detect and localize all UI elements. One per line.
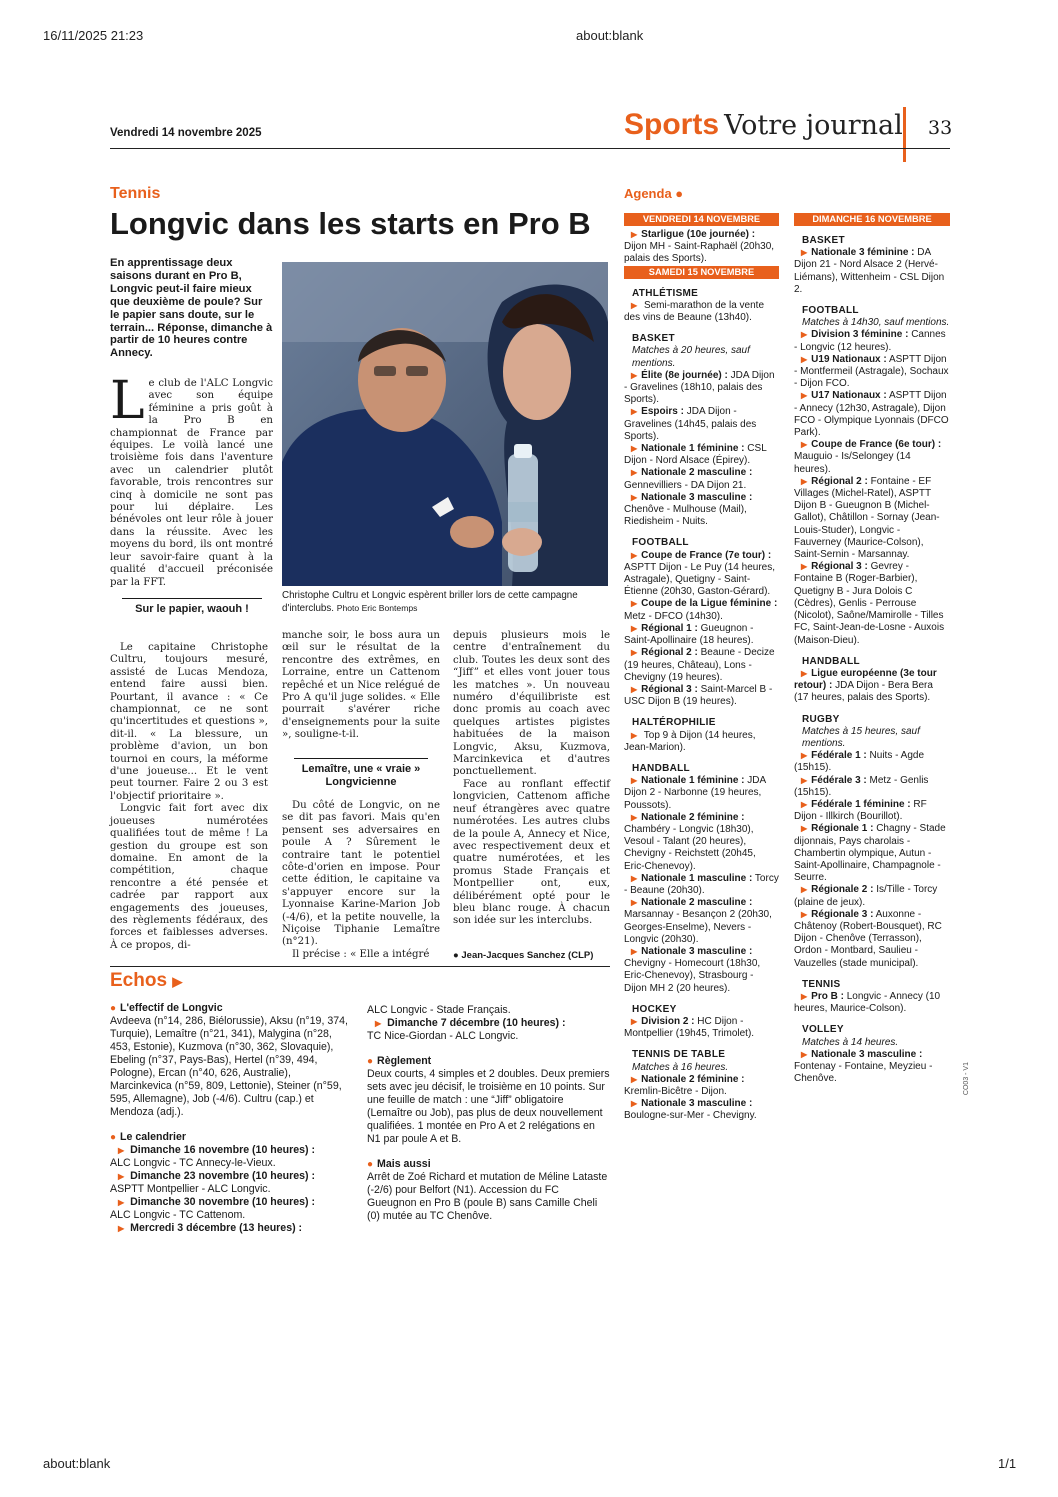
agenda-item (624, 406, 779, 443)
echo-heading: ● Règlement (367, 1055, 610, 1068)
agenda-item-title: ▶ Régionale 1 : (794, 823, 873, 834)
article-paragraph: manche soir, le boss aura un œil sur le résultat de la rencontre des extrêmes, en Lorraine, entre un Cattenom repêché et un Nice relégué de Pro A qu'il juge solides. « Elle pourrait s'avérer riche d'enseignements pour la suite », souligne-t-il. (282, 630, 440, 741)
agenda-item-title (624, 730, 641, 741)
agenda-item (624, 623, 779, 647)
agenda-item-title: ▶ Régional 3 : (624, 684, 698, 695)
agenda-item-title: ▶ Fédérale 3 : (794, 775, 867, 786)
article-kicker: Tennis (110, 185, 161, 202)
agenda-item-text: Chenôve - Mulhouse (Mail), Riedisheim - Nuits. (624, 504, 747, 528)
agenda-sport-heading: HANDBALL (632, 762, 690, 774)
agenda-note: Matches à 14 heures. (802, 1036, 899, 1048)
article-col1-bottom (110, 642, 268, 952)
agenda-sport-heading: TENNIS DE TABLE (632, 1049, 726, 1061)
agenda-item-title: ▶ Nationale 3 féminine : (794, 247, 915, 258)
agenda-item-text: ASPTT Dijon - Montfermeil (Astragale), Sochaux - Dijon FCO. (794, 353, 949, 390)
agenda-sport-heading: BASKET (802, 235, 845, 246)
calendar-match: ALC Longvic - TC Cattenom. (110, 1209, 246, 1221)
agenda-item-title: ▶ Régional 1 : (624, 623, 698, 634)
agenda-item (624, 467, 779, 491)
agenda-sport-heading: RUGBY (802, 713, 840, 725)
photo-credit: Photo Eric Bontemps (336, 603, 418, 613)
article-paragraph: Longvic fait fort avec dix joueuses numérotées qualifiées tout de même ! La gestion du groupe est son domaine. En amont de la compétition, chaque rencontre a été pensée et cadrée par rapport aux engagements des joueuses, des règlements fédéraux, des forces et faiblesses adverses. À ce propos, di- (110, 803, 268, 951)
agenda-item (624, 550, 779, 599)
agenda-item (624, 300, 779, 324)
agenda-item (794, 329, 950, 353)
agenda-day-header: SAMEDI 15 NOVEMBRE (624, 266, 779, 279)
agenda-item-text: Boulogne-sur-Mer - Chevigny. (624, 1110, 757, 1122)
page-number: 33 (928, 117, 953, 139)
masthead (624, 108, 903, 142)
agenda-item-title: ▶ Coupe de France (7e tour) : (624, 550, 771, 561)
echo-heading: ● Le calendrier (110, 1131, 355, 1144)
agenda-item-title: ▶ Nationale 3 masculine : (624, 492, 752, 503)
echos-title: Echos ▶ (110, 970, 183, 991)
agenda-item (624, 775, 779, 812)
calendar-date: ▶ Mercredi 3 décembre (13 heures) : (110, 1222, 302, 1234)
agenda-item-title: ▶ Pro B : (794, 991, 844, 1002)
agenda-item-text: Chevigny - Homecourt (18h30, Eric-Chenevoy), Strasbourg - Dijon MH 2 (20 heures). (624, 958, 761, 994)
agenda-item-text: Chagny - Stade dijonnais, Pays charolais - Chambertin olympique, Autun - Saint-Apollinaire, Champagnole - Seurre. (794, 823, 946, 884)
agenda-item-text: ASPTT Dijon - Le Puy (14 heures, Astragale), Quetigny - Saint-Étienne (20h30, Gaston-Gérard). (624, 561, 775, 598)
agenda-item-text: Beaune - Decize (19 heures, Château), Lons - Chevigny (19 heures). (624, 647, 775, 683)
agenda-item-text: HC Dijon - Montpellier (19h45, Trimolet). (624, 1015, 755, 1040)
agenda-sport-heading: VOLLEY (802, 1024, 844, 1036)
agenda-item (794, 823, 950, 884)
calendar-date: ▶ Dimanche 16 novembre (10 heures) : (110, 1144, 315, 1156)
agenda-column-2 (794, 213, 950, 1085)
agenda-item-text: Kremlin-Bicêtre - Dijon. (624, 1086, 727, 1097)
agenda-item (794, 775, 950, 799)
print-timestamp: 16/11/2025 21:23 (43, 28, 144, 43)
intertitle-1: Sur le papier, waouh ! (122, 598, 262, 620)
echo-heading: ● L'effectif de Longvic (110, 1002, 355, 1015)
calendar-date: ▶ Dimanche 30 novembre (10 heures) : (110, 1196, 315, 1208)
agenda-day-header: VENDREDI 14 NOVEMBRE (624, 213, 779, 226)
agenda-item-title: ▶ Régional 2 : (624, 647, 698, 658)
drop-cap: L (110, 371, 145, 431)
agenda-item-title: ▶ Ligue européenne (3e tour retour) : (794, 668, 937, 691)
print-footer-url: about:blank (43, 1456, 111, 1471)
agenda-item-text: Is/Tille - Torcy (plaine de jeux). (794, 884, 938, 908)
agenda-sport-heading: FOOTBALL (802, 305, 859, 317)
agenda-sport-heading: ATHLÉTISME (632, 287, 699, 299)
agenda-item (794, 668, 950, 705)
agenda-item (624, 443, 779, 467)
agenda-item (624, 598, 779, 622)
agenda-item (794, 1049, 950, 1086)
agenda-item-text: DA Dijon 21 - Nord Alsace 2 (Hervé-Liémans), Wittenheim - CSL Dijon 2. (794, 247, 945, 295)
calendar-match: TC Nice-Giordan - ALC Longvic. (367, 1030, 519, 1042)
agenda-item (794, 247, 950, 296)
article-paragraph: Face au ronflant effectif longvicien, Cattenom affiche neuf étrangères avec quatre numérotées. Les autres clubs de la poule A, Annecy et Nice, avec respectivement deux et quatre numérotées, et les promus Stade Français et Montpellier ont, eux, délibérément opté pour le bleu blanc rouge. À chacun son idée sur les interclubs. (453, 778, 610, 927)
agenda-item (794, 799, 950, 823)
agenda-item-title: ▶ Fédérale 1 féminine : (794, 799, 911, 810)
agenda-item-title: ▶ Coupe de France (6e tour) : (794, 439, 941, 450)
agenda-item (794, 476, 950, 561)
issue-date: Vendredi 14 novembre 2025 (110, 127, 262, 139)
section-subtitle: Votre journal (724, 110, 903, 141)
agenda-item-text: CSL Dijon - Nord Alsace (Épirey). (624, 443, 767, 467)
agenda-item-title: ▶ Régionale 3 : (794, 909, 873, 920)
agenda-item-title: ▶ Coupe de la Ligue féminine : (624, 598, 777, 609)
agenda-item-text: RF Dijon - Illkirch (Bourillot). (794, 798, 927, 823)
agenda-item (624, 684, 779, 708)
intertitle-2: Lemaître, une « vraie » Longvicienne (294, 758, 428, 793)
agenda-item (794, 354, 950, 391)
echos-rule (110, 966, 610, 967)
article-paragraph: Du côté de Longvic, on ne se dit pas favori. Mais qu'en pensent ses adversaires en poule A ? Sûrement le contraire tant le potentiel côte-d'orien en impose. Pour cette édition, le capitaine va s'appuyer encore sur la Lyonnaise Karine-Marion Job (-4/6), et la petite nouvelle, la Niçoise Tiphanie Lemaître (n°21). (282, 800, 440, 948)
caption-text: Christophe Cultru et Longvic espèrent briller lors de cette campagne d'interclubs. (282, 590, 578, 614)
article-intro: e club de l'ALC Longvic avec son équipe féminine a pris goût à la Pro B en championnat de France par équipes. Le voilà lancé une troisième fois dans l'aventure avec un calendrier plutôt favorable, trois rencontres sur cinq à domicile ne sont pas pour lui déplaire. Les bénévoles ont leur rôle à jouer dans la réussite. Avec les moyens du bord, ils ont montré leur savoir-faire quant à la qualité d'accueil préconisée par la FFT. (110, 378, 273, 588)
agenda-item (624, 229, 779, 266)
agenda-item (624, 946, 779, 995)
agenda-item-text: ASPTT Dijon - Annecy (12h30, Astragale), Dijon FCO - Olympique Lyonnais (DFCO Park). (794, 390, 949, 439)
echo-text: Deux courts, 4 simples et 2 doubles. Deux premiers sets avec jeu décisif, le troisième en 10 points. Sur une feuille de match : une “Jiff” obligatoire (Lemaître ou Job), pas plus de deux nouvellement qualifiées. 1 montée en Pro A et 2 relégations en N1 par poule A et B. (367, 1068, 610, 1145)
agenda-item-title: ▶ Nationale 2 féminine : (624, 1074, 745, 1085)
photo-illustration (282, 262, 608, 586)
agenda-note: Matches à 16 heures. (632, 1061, 729, 1073)
agenda-item (794, 991, 950, 1015)
agenda-item (794, 909, 950, 970)
echo-text: Avdeeva (n°14, 286, Biélorussie), Aksu (n°19, 374, Turquie), Lemaître (n°21, 341), Malygina (n°28, 453, Estonie), Kuzmova (n°30, 362, Slovaquie), Ebeling (n°37, Pays-Bas), Hertel (n°39, 494, Pologne), Ercan (n°40, 626, Australie), Marcinkevica (n°59, 809, Lettonie), Steiner (n°59, 595, Allemagne), Job (-4/6). Cultru (cap.) et Mendoza (adj.). (110, 1015, 348, 1118)
echos-column-2 (367, 1004, 610, 1235)
agenda-item-text: Semi-marathon de la vente des vins de Beaune (13h40). (624, 299, 765, 324)
agenda-item-text: Top 9 à Dijon (14 heures, Jean-Marion). (624, 729, 756, 753)
print-page-count: 1/1 (998, 1456, 1017, 1471)
article-col2-bottom (282, 800, 440, 961)
agenda-item (624, 647, 779, 684)
agenda-sport-heading: TENNIS (802, 978, 841, 990)
agenda-item-title: ▶ Nationale 2 féminine : (624, 812, 745, 823)
agenda-item-text: JDA Dijon 2 - Narbonne (19 heures, Poussots). (624, 775, 766, 811)
agenda-item-text: Fontaine - EF Villages (Michel-Ratel), ASPTT Dijon B - Gueugnon B (Michel-Gallot), Châtillon - Sornay (Jean-Louis-Studer), Longvic - Fauverney (Maurice-Colson), Saint-Sernin - Marsannay. (794, 475, 940, 561)
agenda-title: Agenda ● (624, 186, 684, 201)
agenda-item-text: Metz - Genlis (15h15). (794, 774, 929, 798)
article-photo (282, 262, 608, 586)
calendar-match: ALC Longvic - Stade Français. (367, 1004, 511, 1016)
echos-column-1 (110, 1002, 355, 1247)
agenda-item-title: ▶ Nationale 3 masculine : (624, 1098, 752, 1109)
agenda-sport-heading: HANDBALL (802, 655, 860, 667)
agenda-item (624, 730, 779, 754)
agenda-item-title: ▶ U17 Nationaux : (794, 390, 887, 401)
article-paragraph: Le capitaine Christophe Cultru, toujours mesuré, assisté de Lucas Mendoza, entend faire aussi bien. Pourtant, il avance : « Ce championnat, ce ne sont qu'incertitudes et questions », dit-il. « La blessure, un problème d'avion, un bon tournoi en cours, la méforme d'une joueuse... Et le vent peut tourner. Faire 2 ou 3 est l'objectif prioritaire ». (110, 642, 268, 802)
agenda-item-text: Gevrey - Fontaine B (Roger-Barbier), Quetigny B - Jura Dolois C (Cèdres), Genlis - Perrouse (Nicolot), Saône/Mamirolle - Tilles FC, Saint-Jean-de-Losne - Auxois (Maison-Dieu). (794, 561, 945, 646)
agenda-item-text: Gennevilliers - DA Dijon 21. (624, 479, 747, 491)
author-name: Jean-Jacques Sanchez (CLP) (461, 950, 594, 961)
agenda-item-text: JDA Dijon - Gravelines (18h10, palais des Sports). (624, 369, 775, 406)
agenda-item-text: Gueugnon - Saint-Apollinaire (18 heures). (624, 622, 754, 647)
agenda-item (794, 884, 950, 908)
agenda-item-title: ▶ Régional 3 : (794, 561, 868, 572)
article-lead: En apprentissage deux saisons durant en Pro B, Longvic peut-il faire mieux que deuxième de poule? Sur le papier sans doute, sur le terrain... Réponse, dimanche à partir de 10 heures contre Annecy. (110, 257, 273, 360)
agenda-item-text: Marsannay - Besançon 2 (20h30, Georges-Enselme), Nevers - Longvic (20h30). (624, 909, 772, 945)
agenda-item-title: ▶ Nationale 3 masculine : (624, 946, 752, 957)
agenda-item (794, 750, 950, 774)
agenda-sport-heading: HALTÉROPHILIE (632, 717, 716, 729)
echo-text: Arrêt de Zoé Richard et mutation de Méline Lataste (-2/6) pour Belfort (N1). Accession du FC Gueugnon en Pro B (poule B) sans Camille Cheli (0) mutée au TC Chenôve. (367, 1171, 608, 1222)
masthead-accent-bar (903, 107, 906, 162)
agenda-item-text: Saint-Marcel B - USC Dijon B (19 heures). (624, 683, 773, 708)
agenda-item-text: Metz - DFCO (14h30). (624, 610, 723, 622)
agenda-item-title: ▶ Nationale 2 masculine : (624, 467, 752, 478)
article-col1-top (110, 371, 273, 589)
agenda-item-text: Mauguio - Is/Selongey (14 heures). (794, 451, 911, 475)
calendar-match: ASPTT Montpellier - ALC Longvic. (110, 1183, 271, 1195)
agenda-item-title: ▶ Espoirs : (624, 406, 684, 417)
agenda-item-title: ▶ Régional 2 : (794, 476, 868, 487)
agenda-item (624, 873, 779, 897)
agenda-item (794, 439, 950, 476)
agenda-item-title (624, 300, 641, 311)
agenda-item-title: ▶ Nationale 1 féminine : (624, 775, 745, 786)
article-paragraph: depuis plusieurs mois le centre d'entraînement du club. Toutes les deux sont des “Jiff” et elles vont jouer tous les matches ». Un nouveau numéro d'équilibriste est donc promis au coach avec quelques artistes pigistes habituées de la maison Longvic, Aksu, Kuzmova, Marcinkevica et d'autres ponctuellement. (453, 630, 610, 778)
agenda-column-1 (624, 213, 779, 1123)
agenda-item (794, 561, 950, 646)
agenda-item (624, 897, 779, 946)
echos-title-text: Echos (110, 970, 168, 991)
agenda-note: Matches à 14h30, sauf mentions. (802, 317, 950, 329)
agenda-item-title: ▶ Fédérale 1 : (794, 750, 867, 761)
agenda-item-title: ▶ Élite (8e journée) : (624, 370, 728, 381)
calendar-match: ALC Longvic - TC Annecy-le-Vieux. (110, 1157, 276, 1169)
agenda-day-header: DIMANCHE 16 NOVEMBRE (794, 213, 950, 226)
calendar-date: ▶ Dimanche 23 novembre (10 heures) : (110, 1170, 315, 1182)
agenda-item-text: Longvic - Annecy (10 heures, Maurice-Colson). (794, 990, 941, 1015)
agenda-item-title: ▶ Nationale 1 masculine : (624, 873, 752, 884)
agenda-item (624, 1098, 779, 1122)
agenda-item-text: Dijon MH - Saint-Raphaël (20h30, palais des Sports). (624, 241, 775, 265)
agenda-item-text: Cannes - Longvic (12 heures). (794, 329, 946, 353)
section-name: Sports (624, 108, 720, 141)
agenda-item-title: ▶ Régionale 2 : (794, 884, 873, 895)
agenda-item-text: Torcy - Beaune (20h30). (624, 872, 779, 896)
agenda-note: Matches à 15 heures, sauf mentions. (802, 725, 920, 749)
agenda-item-title: ▶ U19 Nationaux : (794, 354, 887, 365)
masthead-rule (110, 148, 950, 149)
agenda-sport-heading: BASKET (632, 333, 675, 345)
article-signature: ● Jean-Jacques Sanchez (CLP) (453, 950, 594, 961)
agenda-item (624, 492, 779, 529)
calendar-date: ▶ Dimanche 7 décembre (10 heures) : (367, 1017, 566, 1029)
article-col2 (282, 630, 440, 742)
agenda-item-title: ▶ Division 2 : (624, 1016, 695, 1027)
agenda-sport-heading: HOCKEY (632, 1003, 677, 1015)
agenda-sport-heading: FOOTBALL (632, 537, 689, 549)
agenda-item (624, 1074, 779, 1098)
agenda-item-title: ▶ Nationale 3 masculine : (794, 1049, 922, 1060)
agenda-item-text: Chambéry - Longvic (18h30), Vesoul - Talant (20 heures), Chevigny - Reichstett (20h45, Eric-Chenevoy). (624, 823, 756, 872)
article-col3 (453, 630, 610, 928)
agenda-item-title: ▶ Division 3 féminine : (794, 329, 908, 340)
agenda-item-text: Auxonne - Châtenoy (Robert-Bousquet), RC Dijon - Chenôve (Terrasson), Ordon - Montbard, Saulieu - Vauzelles (stade municipal). (794, 908, 942, 969)
print-title: about:blank (576, 28, 644, 43)
echo-heading: ● Mais aussi (367, 1158, 610, 1171)
agenda-item-text: Fontenay - Fontaine, Meyzieu - Chenôve. (794, 1061, 933, 1085)
photo-caption (282, 590, 608, 615)
agenda-title-text: Agenda (624, 186, 672, 201)
agenda-item (624, 812, 779, 873)
agenda-item (624, 1016, 779, 1040)
agenda-item-text: JDA Dijon - Bera Bera (17 heures, palais des Sports). (794, 680, 933, 704)
agenda-item-text: Nuits - Agde (15h15). (794, 750, 925, 774)
agenda-note: Matches à 20 heures, sauf mentions. (632, 345, 750, 369)
print-code: CO03 - V1 (963, 1062, 970, 1096)
agenda-item-title: ▶ Starligue (10e journée) : (624, 229, 755, 240)
article-paragraph: Il précise : « Elle a intégré (292, 948, 430, 960)
agenda-item-title: ▶ Nationale 2 masculine : (624, 897, 752, 908)
agenda-item (624, 370, 779, 407)
agenda-item (794, 390, 950, 439)
agenda-item-title: ▶ Nationale 1 féminine : (624, 443, 745, 454)
agenda-item-text: JDA Dijon - Gravelines (14h45, palais des Sports). (624, 406, 757, 442)
article-headline: Longvic dans les starts en Pro B (110, 206, 591, 241)
